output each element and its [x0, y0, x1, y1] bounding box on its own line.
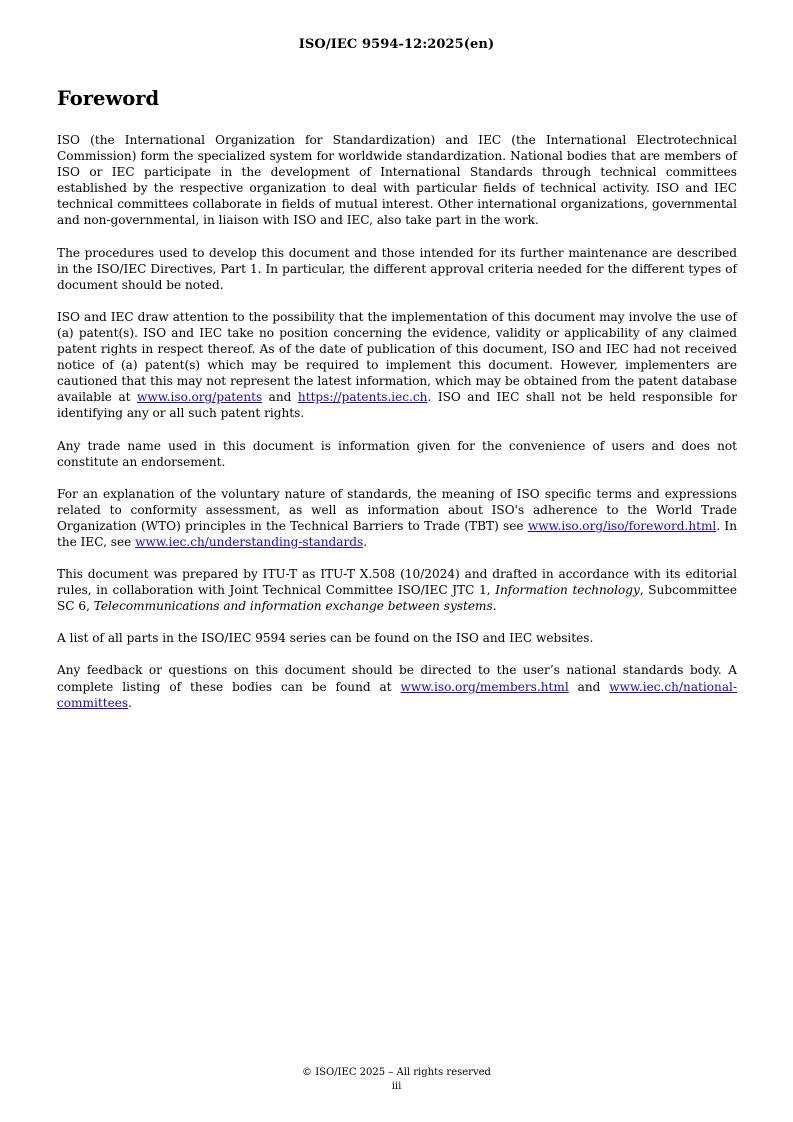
paragraph-prepared-by: [57, 566, 737, 614]
text-segment: and: [262, 390, 298, 405]
text-segment: ISO and IEC draw attention to the possibility that the implementation of this document may involve the use of (a) patent(s). ISO and IEC take no position concerning the evidence, validity or applicability of any claimed patent rights in respect thereof. As of the date of publication of this document, ISO and IEC had not received notice of (a) patent(s) which may be required to implement this document. However, implementers are cautioned that this may not represent the latest information, which may be obtained from the patent database available at: [57, 309, 737, 405]
iec-understanding-standards-link[interactable]: www.iec.ch/understanding-standards: [135, 534, 364, 549]
text-segment: .: [363, 534, 368, 549]
paragraph-procedures: The procedures used to develop this document and those intended for its further maintenance are described in the ISO/IEC Directives, Part 1. In particular, the different approval criteria needed for the different types of document should be noted.: [57, 245, 737, 292]
page-footer: [0, 1066, 793, 1094]
subcommittee-title: Telecommunications and information exchange between systems: [93, 599, 493, 614]
text-segment: Any feedback or questions on this document should be directed to the user’s national standards body. A complete listing of these bodies can be found at: [57, 663, 737, 694]
paragraph-iso-iec-intro: ISO (the International Organization for Standardization) and IEC (the International Electrotechnical Commission) form the specialized system for worldwide standardization. National bodies that are members of ISO or IEC participate in the development of International Standards through technical committees established by the respective organization to deal with particular fields of technical activity. ISO and IEC technical committees collaborate in fields of mutual interest. Other international organizations, governmental and non-governmental, in liaison with ISO and IEC, also take part in the work.: [57, 133, 737, 228]
iec-patents-link[interactable]: https://patents.iec.ch: [297, 390, 428, 405]
text-segment: For an explanation of the voluntary nature of standards, the meaning of ISO specific terms and expressions related to conformity assessment, as well as information about ISO's adherence to the World Trade Organization (WTO) principles in the Technical Barriers to Trade (TBT) see: [57, 486, 737, 533]
committee-title: Information technology: [495, 583, 640, 598]
iso-foreword-link[interactable]: www.iso.org/iso/foreword.html: [527, 518, 717, 533]
text-segment: This document was prepared by ITU-T as ITU-T X.508 (10/2024) and drafted in accordance with its editorial rules, in collaboration with Joint Technical Committee ISO/IEC JTC 1,: [57, 567, 737, 598]
iso-patents-link[interactable]: www.iso.org/patents: [137, 390, 263, 405]
text-segment: and: [568, 679, 610, 694]
paragraph-series-parts: A list of all parts in the ISO/IEC 9594 series can be found on the ISO and IEC websites.: [57, 631, 594, 646]
text-segment: , Subcommittee SC 6,: [57, 583, 737, 614]
page-title: Foreword: [57, 87, 160, 110]
text-segment: . In the IEC, see: [57, 518, 737, 549]
page-number: iii: [391, 1081, 402, 1092]
iso-members-link[interactable]: www.iso.org/members.html: [400, 679, 569, 694]
text-segment: .: [128, 695, 132, 710]
text-segment: .: [492, 599, 497, 614]
copyright-notice: © ISO/IEC 2025 – All rights reserved: [302, 1067, 491, 1078]
paragraph-voluntary-nature: [57, 486, 737, 550]
iec-national-committees-link[interactable]: www.iec.ch/national-committees: [57, 679, 737, 710]
text-segment: . ISO and IEC shall not be held responsible for identifying any or all such patent rights.: [57, 390, 737, 421]
paragraph-patents: [57, 309, 737, 422]
paragraph-feedback: [57, 662, 737, 710]
foreword-body: [57, 86, 737, 727]
paragraph-trade-name: Any trade name used in this document is information given for the convenience of users and does not constitute an endorsement.: [57, 438, 737, 469]
document-header: ISO/IEC 9594-12:2025(en): [298, 37, 495, 52]
